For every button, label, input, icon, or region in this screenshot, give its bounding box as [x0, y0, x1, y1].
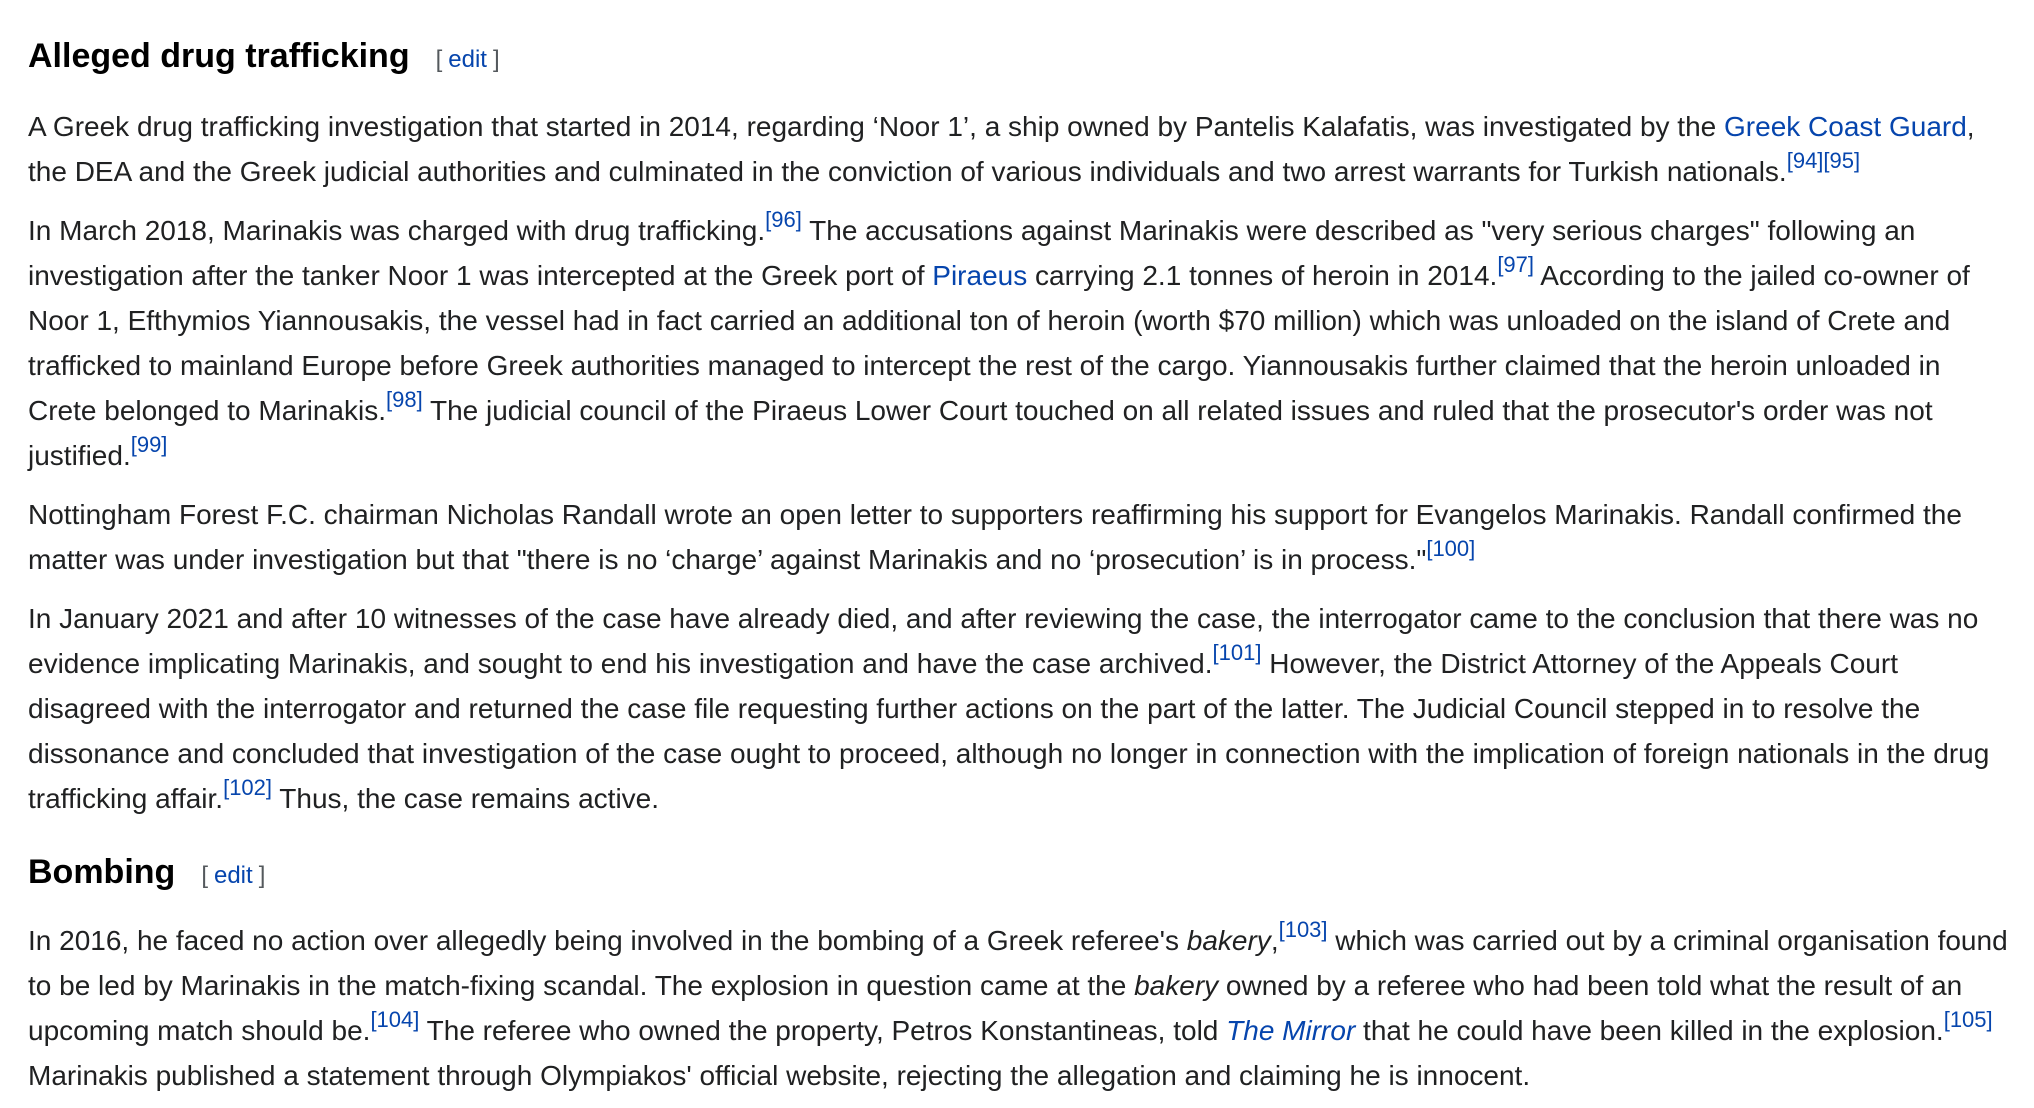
paragraph	[28, 208, 2008, 478]
paragraph-text: Thus, the case remains active.	[272, 783, 660, 814]
citation-link[interactable]: [104]	[370, 1006, 420, 1032]
paragraph	[28, 918, 2008, 1098]
edit-section-link[interactable]: edit	[448, 46, 487, 73]
paragraph	[28, 104, 2008, 194]
edit-section-link-wrapper: [ edit ]	[201, 862, 266, 889]
citation	[1279, 917, 1328, 942]
link-greek-coast-guard[interactable]: Greek Coast Guard	[1724, 111, 1967, 142]
citation	[1497, 252, 1534, 277]
citation	[131, 432, 168, 457]
citation	[1944, 1007, 1993, 1032]
paragraph-text: The referee who owned the property, Petros Konstantineas, told	[419, 1015, 1227, 1046]
citation-link[interactable]: [105]	[1943, 1006, 1993, 1032]
paragraph-text: A Greek drug trafficking investigation that started in 2014, regarding ‘Noor 1’, a ship owned by Pantelis Kalafatis, was investigated by the	[28, 111, 1725, 142]
citation	[765, 207, 802, 232]
citation-link[interactable]: [94]	[1786, 147, 1824, 173]
citation	[1213, 640, 1262, 665]
paragraph-text: The accusations against Marinakis were described as "very serious charges" following an investigation after the tanker Noor 1 was intercepted at the Greek port of	[28, 215, 1916, 291]
citation-link[interactable]: [103]	[1278, 916, 1328, 942]
paragraph-text: In January 2021 and after 10 witnesses of the case have already died, and after reviewing the case, the interrogator came to the conclusion that there was no evidence implicating Marinakis, and sought to end his investigation and have the case archived.	[28, 603, 1979, 679]
edit-section-link-wrapper: [ edit ]	[435, 46, 500, 73]
citation-link[interactable]: [98]	[385, 386, 423, 412]
paragraph	[28, 492, 2008, 582]
paragraph-text: However, the District Attorney of the Appeals Court disagreed with the interrogator and returned the case file requesting further actions on the part of the latter. The Judicial Council stepped in to resolve the dissonance and concluded that investigation of the case ought to proceed, although no longer in connection with the implication of foreign nationals in the drug trafficking affair.	[28, 648, 1990, 814]
paragraph-text: Marinakis published a statement through Olympiakos' official website, rejecting the allegation and claiming he is innocent.	[28, 1060, 1531, 1091]
paragraph-text: owned by a referee who had been told what the result of an upcoming match should be.	[28, 970, 1963, 1046]
italic-text: bakery	[1186, 925, 1271, 956]
citation	[370, 1007, 419, 1032]
citation-link[interactable]: [96]	[765, 206, 802, 232]
section-heading-bombing	[28, 852, 265, 893]
paragraph-text: carrying 2.1 tonnes of heroin in 2014.	[1027, 260, 1498, 291]
paragraph-text: ,	[1270, 925, 1279, 956]
citation	[223, 775, 272, 800]
paragraph-text: In March 2018, Marinakis was charged with drug trafficking.	[28, 215, 766, 246]
link-the-mirror[interactable]: The Mirror	[1226, 1015, 1356, 1046]
citation-link[interactable]: [97]	[1497, 251, 1535, 277]
citation-link[interactable]: [99]	[130, 431, 168, 457]
section-title: Alleged drug trafficking	[28, 37, 410, 75]
paragraph-text: , the DEA and the Greek judicial authorities and culminated in the conviction of various individuals and two arrest warrants for Turkish nationals.	[28, 111, 1975, 187]
edit-section-link[interactable]: edit	[213, 862, 253, 889]
paragraph-text: that he could have been killed in the explosion.	[1355, 1015, 1944, 1046]
citation-link[interactable]: [102]	[223, 774, 273, 800]
citation	[1823, 148, 1860, 173]
paragraph-text: In 2016, he faced no action over allegedly being involved in the bombing of a Greek referee's	[28, 925, 1187, 956]
paragraph-text: According to the jailed co-owner of Noor 1, Efthymios Yiannousakis, the vessel had in fact carried an additional ton of heroin (worth $70 million) which was unloaded on the island of Crete and trafficked to mainland Europe before Greek authorities managed to intercept the rest of the cargo. Yiannousakis further claimed that the heroin unloaded in Crete belonged to Marinakis.	[28, 260, 1970, 426]
citation	[1426, 536, 1475, 561]
citation-link[interactable]: [101]	[1212, 639, 1262, 665]
citation-link[interactable]: [100]	[1426, 535, 1476, 561]
citation	[386, 387, 423, 412]
paragraph	[28, 596, 2008, 821]
link-piraeus[interactable]: Piraeus	[932, 260, 1028, 291]
citation-link[interactable]: [95]	[1823, 147, 1861, 173]
citation	[1787, 148, 1824, 173]
paragraph-text: Nottingham Forest F.C. chairman Nicholas Randall wrote an open letter to supporters reaffirming his support for Evangelos Marinakis. Randall confirmed the matter was under investigation but that "there is no ‘charge’ against Marinakis and no ‘prosecution’ is in process."	[28, 499, 1962, 575]
paragraph-text: The judicial council of the Piraeus Lower Court touched on all related issues and ruled that the prosecutor's order was not justified.	[28, 395, 1933, 471]
section-heading-drug-trafficking	[28, 36, 500, 77]
section-title: Bombing	[28, 853, 176, 891]
paragraph-text: which was carried out by a criminal organisation found to be led by Marinakis in the match-fixing scandal. The explosion in question came at the	[28, 925, 2008, 1001]
italic-text: bakery	[1134, 970, 1219, 1001]
